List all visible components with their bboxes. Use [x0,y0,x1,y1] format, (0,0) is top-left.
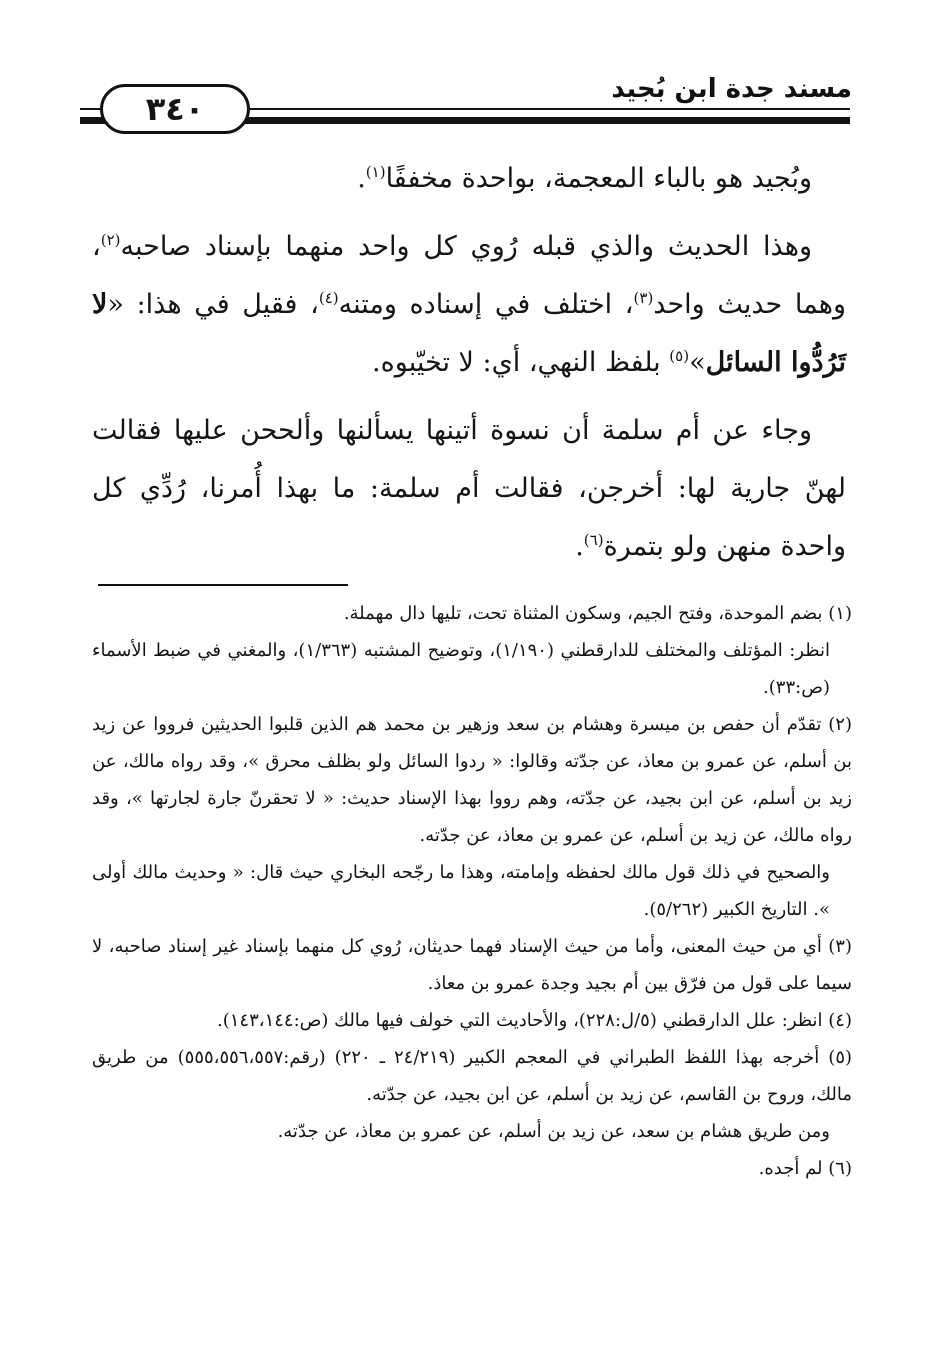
footnote-4: (٤) انظر: علل الدارقطني (٥/ل:٢٢٨)، والأحاديث التي خولف فيها مالك (ص:١٤٣،١٤٤). [217,1010,852,1031]
footnote-ref-4[interactable]: (٤) [318,289,339,307]
page-number-badge: ٣٤٠ [100,84,250,134]
footnote-3: (٣) أي من حيث المعنى، وأما من حيث الإسناد فهما حديثان، رُوي كل منهما بإسناد غير إسناد صاحبه، لا سيما على قول من فرّق بين أم بجيد وجدة عمرو بن معاذ. [92,936,852,994]
footnote-1: (١) بضم الموحدة، وفتح الجيم، وسكون المثناة تحت، تليها دال مهملة. انظر: المؤتلف والمختلف للدارقطني (١/١٩٠)، وتوضيح المشتبه (١/٣٦٣)، والمغني في ضبط الأسماء (ص:٣٣). [92,603,852,698]
hadith-quote: لا تَرُدُّوا السائل [92,289,846,378]
paragraph-3: وجاء عن أم سلمة أن نسوة أتينها يسألنها وألححن عليها فقالت لهنّ جارية لها: أخرجن، فقالت أم سلمة: ما بهذا أُمرنا، رُدِّي كل واحدة منهن ولو بتمرة$^{(٦)}$. [92,415,846,562]
paragraph-2: وهذا الحديث والذي قبله رُوي كل واحد منهما بإسناد صاحبه$^{(٢)}$، وهما حديث واحد$^{(٣)}$، اختلف في إسناده ومتنه$^{(٤)}$، فقيل في هذا: «لا تَرُدُّوا السائل»$^{(٥)}$ بلفظ النهي، أي: لا تخيّبوه. [92,231,847,378]
footnote-ref-3[interactable]: (٣) [633,289,654,307]
main-text [92,150,846,586]
footnote-2: (٢) تقدّم أن حفص بن ميسرة وهشام بن سعد وزهير بن محمد هم الذين قلبوا الحديثين فرووا عن زيد بن أسلم، عن عمرو بن معاذ، عن جدّته وقالوا: « ردوا السائل ولو بظلف محرق »، وقد رواه مالك، عن زيد بن أسلم، عن ابن بجيد، عن جدّته، وهم رووا بهذا الإسناد حديث: « لا تحقرنّ جارة لجارتها »، وقد رواه مالك، عن زيد بن أسلم، عن عمرو بن معاذ، عن جدّته. والصحيح في ذلك قول مالك لحفظه وإمامته، وهذا ما رجّحه البخاري حيث قال: « وحديث مالك أولى ». التاريخ الكبير (٥/٢٦٢). [92,714,852,920]
footnote-6: (٦) لم أجده. [758,1158,852,1179]
footnote-separator [98,584,348,586]
paragraph-1: وبُجيد هو بالباء المعجمة، بواحدة مخففًا$^{(١)}$. [357,163,812,194]
footnote-5: (٥) أخرجه بهذا اللفظ الطبراني في المعجم الكبير (٢٤/٢١٩ ـ ٢٢٠) (رقم:٥٥٥،٥٥٦،٥٥٧) من طريق مالك، وروح بن القاسم، عن زيد بن أسلم، عن ابن بجيد، عن جدّته. ومن طريق هشام بن سعد، عن زيد بن أسلم، عن عمرو بن معاذ، عن جدّته. [92,1047,853,1142]
footnotes [92,595,852,1187]
footnote-ref-5[interactable]: (٥) [669,347,690,365]
footnote-ref-2[interactable]: (٢) [100,231,121,249]
footnote-ref-1[interactable]: (١) [365,163,386,181]
running-title: مسند جدة ابن بُجيد [611,74,852,104]
page-header [0,60,944,135]
footnote-ref-6[interactable]: (٦) [583,531,604,549]
